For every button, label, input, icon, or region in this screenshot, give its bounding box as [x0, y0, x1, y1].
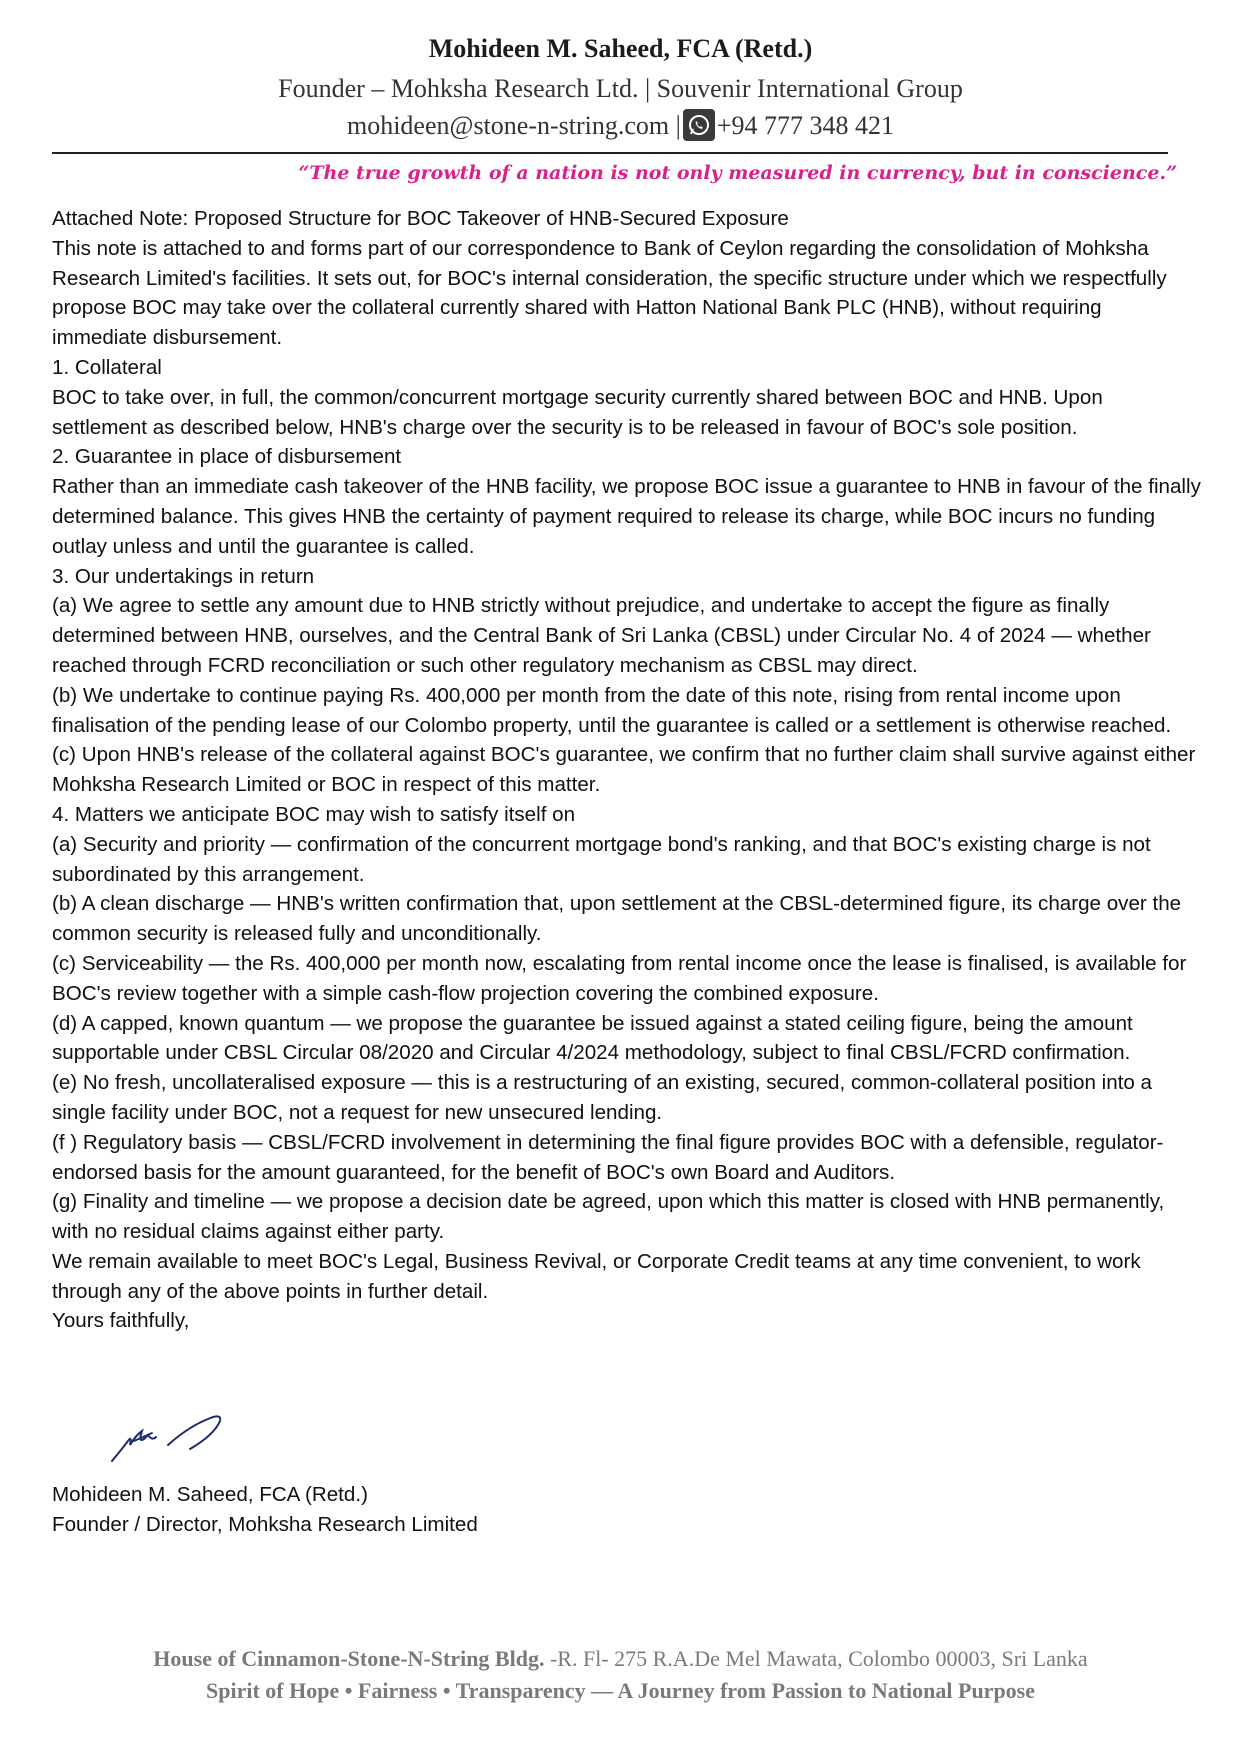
note-body	[52, 204, 1202, 1336]
section-1-heading: 1. Collateral	[52, 355, 162, 379]
letterhead-organizations: Founder – Mohksha Research Ltd. | Souvenir International Group	[278, 74, 963, 103]
letterhead-email[interactable]: mohideen@stone-n-string.com	[346, 111, 670, 140]
matter-e: (e) No fresh, uncollateralised exposure — this is a restructuring of an existing, secured, common-collateral position into a single facility under BOC, not a request for new unsecured lending.	[52, 1071, 1152, 1124]
section-1-body: BOC to take over, in full, the common/concurrent mortgage security currently shared between BOC and HNB. Upon settlement as described below, HNB's charge over the security is to be released in favour of BOC's sole position.	[52, 385, 1103, 439]
footer-tagline: Spirit of Hope • Fairness • Transparency — A Journey from Passion to National Purpose	[205, 1678, 1036, 1703]
matter-c: (c) Serviceability — the Rs. 400,000 per month now, escalating from rental income once the lease is finalised, is available for BOC's review together with a simple cash-flow projection covering the combined exposure.	[52, 951, 1187, 1005]
note-title: Attached Note: Proposed Structure for BOC Takeover of HNB-Secured Exposure	[52, 207, 789, 230]
undertaking-b: (b) We undertake to continue paying Rs. 400,000 per month from the date of this note, rising from rental income upon finalisation of the pending lease of our Colombo property, until the guarantee is called or a settlement is otherwise reached.	[52, 683, 1172, 737]
matter-g: (g) Finality and timeline — we propose a decision date be agreed, upon which this matter is closed with HNB permanently, with no residual claims against either party.	[52, 1190, 1165, 1244]
section-2-heading: 2. Guarantee in place of disbursement	[52, 445, 402, 469]
section-3-heading: 3. Our undertakings in return	[52, 564, 315, 588]
footer-building: House of Cinnamon-Stone-N-String Bldg.	[153, 1646, 545, 1671]
section-4-heading: 4. Matters we anticipate BOC may wish to satisfy itself on	[52, 802, 576, 826]
matter-d: (d) A capped, known quantum — we propose the guarantee be issued against a stated ceiling figure, being the amount supportable under CBSL Circular 08/2020 and Circular 4/2024 methodology, subject to final CBSL/FCRD confirmation.	[52, 1011, 1133, 1065]
header-rule	[52, 152, 1168, 154]
matter-b: (b) A clean discharge — HNB's written confirmation that, upon settlement at the CBSL-determined figure, its charge over the common security is released fully and unconditionally.	[52, 892, 1182, 946]
footer-street: -R. Fl- 275 R.A.De Mel Mawata, Colombo 00003, Sri Lanka	[544, 1646, 1088, 1671]
letterhead-contact	[0, 109, 1241, 141]
handwritten-signature	[108, 1405, 238, 1465]
note-intro: This note is attached to and forms part of our correspondence to Bank of Ceylon regarding the consolidation of Mohksha Research Limited's facilities. It sets out, for BOC's internal consideration, the specific structure under which we respectfully propose BOC may take over the collateral currently shared with Hatton National Bank PLC (HNB), without requiring immediate disbursement.	[52, 236, 1167, 350]
footer-address	[0, 1646, 1241, 1672]
sign-off: Yours faithfully,	[52, 1309, 190, 1333]
contact-separator: |	[675, 111, 681, 140]
undertaking-a: (a) We agree to settle any amount due to HNB strictly without prejudice, and undertake to accept the figure as finally determined between HNB, ourselves, and the Central Bank of Sri Lanka (CBSL) under Circular No. 4 of 2024 — whether reached through FCRD reconciliation or such other regulatory mechanism as CBSL may direct.	[52, 594, 1151, 677]
matter-a: (a) Security and priority — confirmation of the concurrent mortgage bond's ranking, and that BOC's existing charge is not subordinated by this arrangement.	[52, 832, 1151, 886]
letterhead-phone[interactable]: +94 777 348 421	[716, 111, 895, 140]
matter-f: (f ) Regulatory basis — CBSL/FCRD involvement in determining the final figure provides BOC with a defensible, regulator-endorsed basis for the amount guaranteed, for the benefit of BOC's own Board and Auditors.	[52, 1130, 1164, 1184]
whatsapp-icon	[683, 109, 715, 141]
closing-paragraph: We remain available to meet BOC's Legal, Business Revival, or Corporate Credit teams at any time convenient, to work through any of the above points in further detail.	[52, 1249, 1141, 1303]
signatory-title: Founder / Director, Mohksha Research Limited	[52, 1513, 478, 1536]
section-2-body: Rather than an immediate cash takeover of the HNB facility, we propose BOC issue a guarantee to HNB in favour of the finally determined balance. This gives HNB the certainty of payment required to release its charge, while BOC incurs no funding outlay unless and until the guarantee is called.	[52, 475, 1201, 558]
undertaking-c: (c) Upon HNB's release of the collateral against BOC's guarantee, we confirm that no further claim shall survive against either Mohksha Research Limited or BOC in respect of this matter.	[52, 743, 1196, 797]
letterhead-motto: “The true growth of a nation is not only measured in currency, but in conscience.”	[298, 162, 1177, 184]
letterhead-name: Mohideen M. Saheed, FCA (Retd.)	[428, 34, 813, 63]
signatory-name: Mohideen M. Saheed, FCA (Retd.)	[52, 1483, 368, 1506]
